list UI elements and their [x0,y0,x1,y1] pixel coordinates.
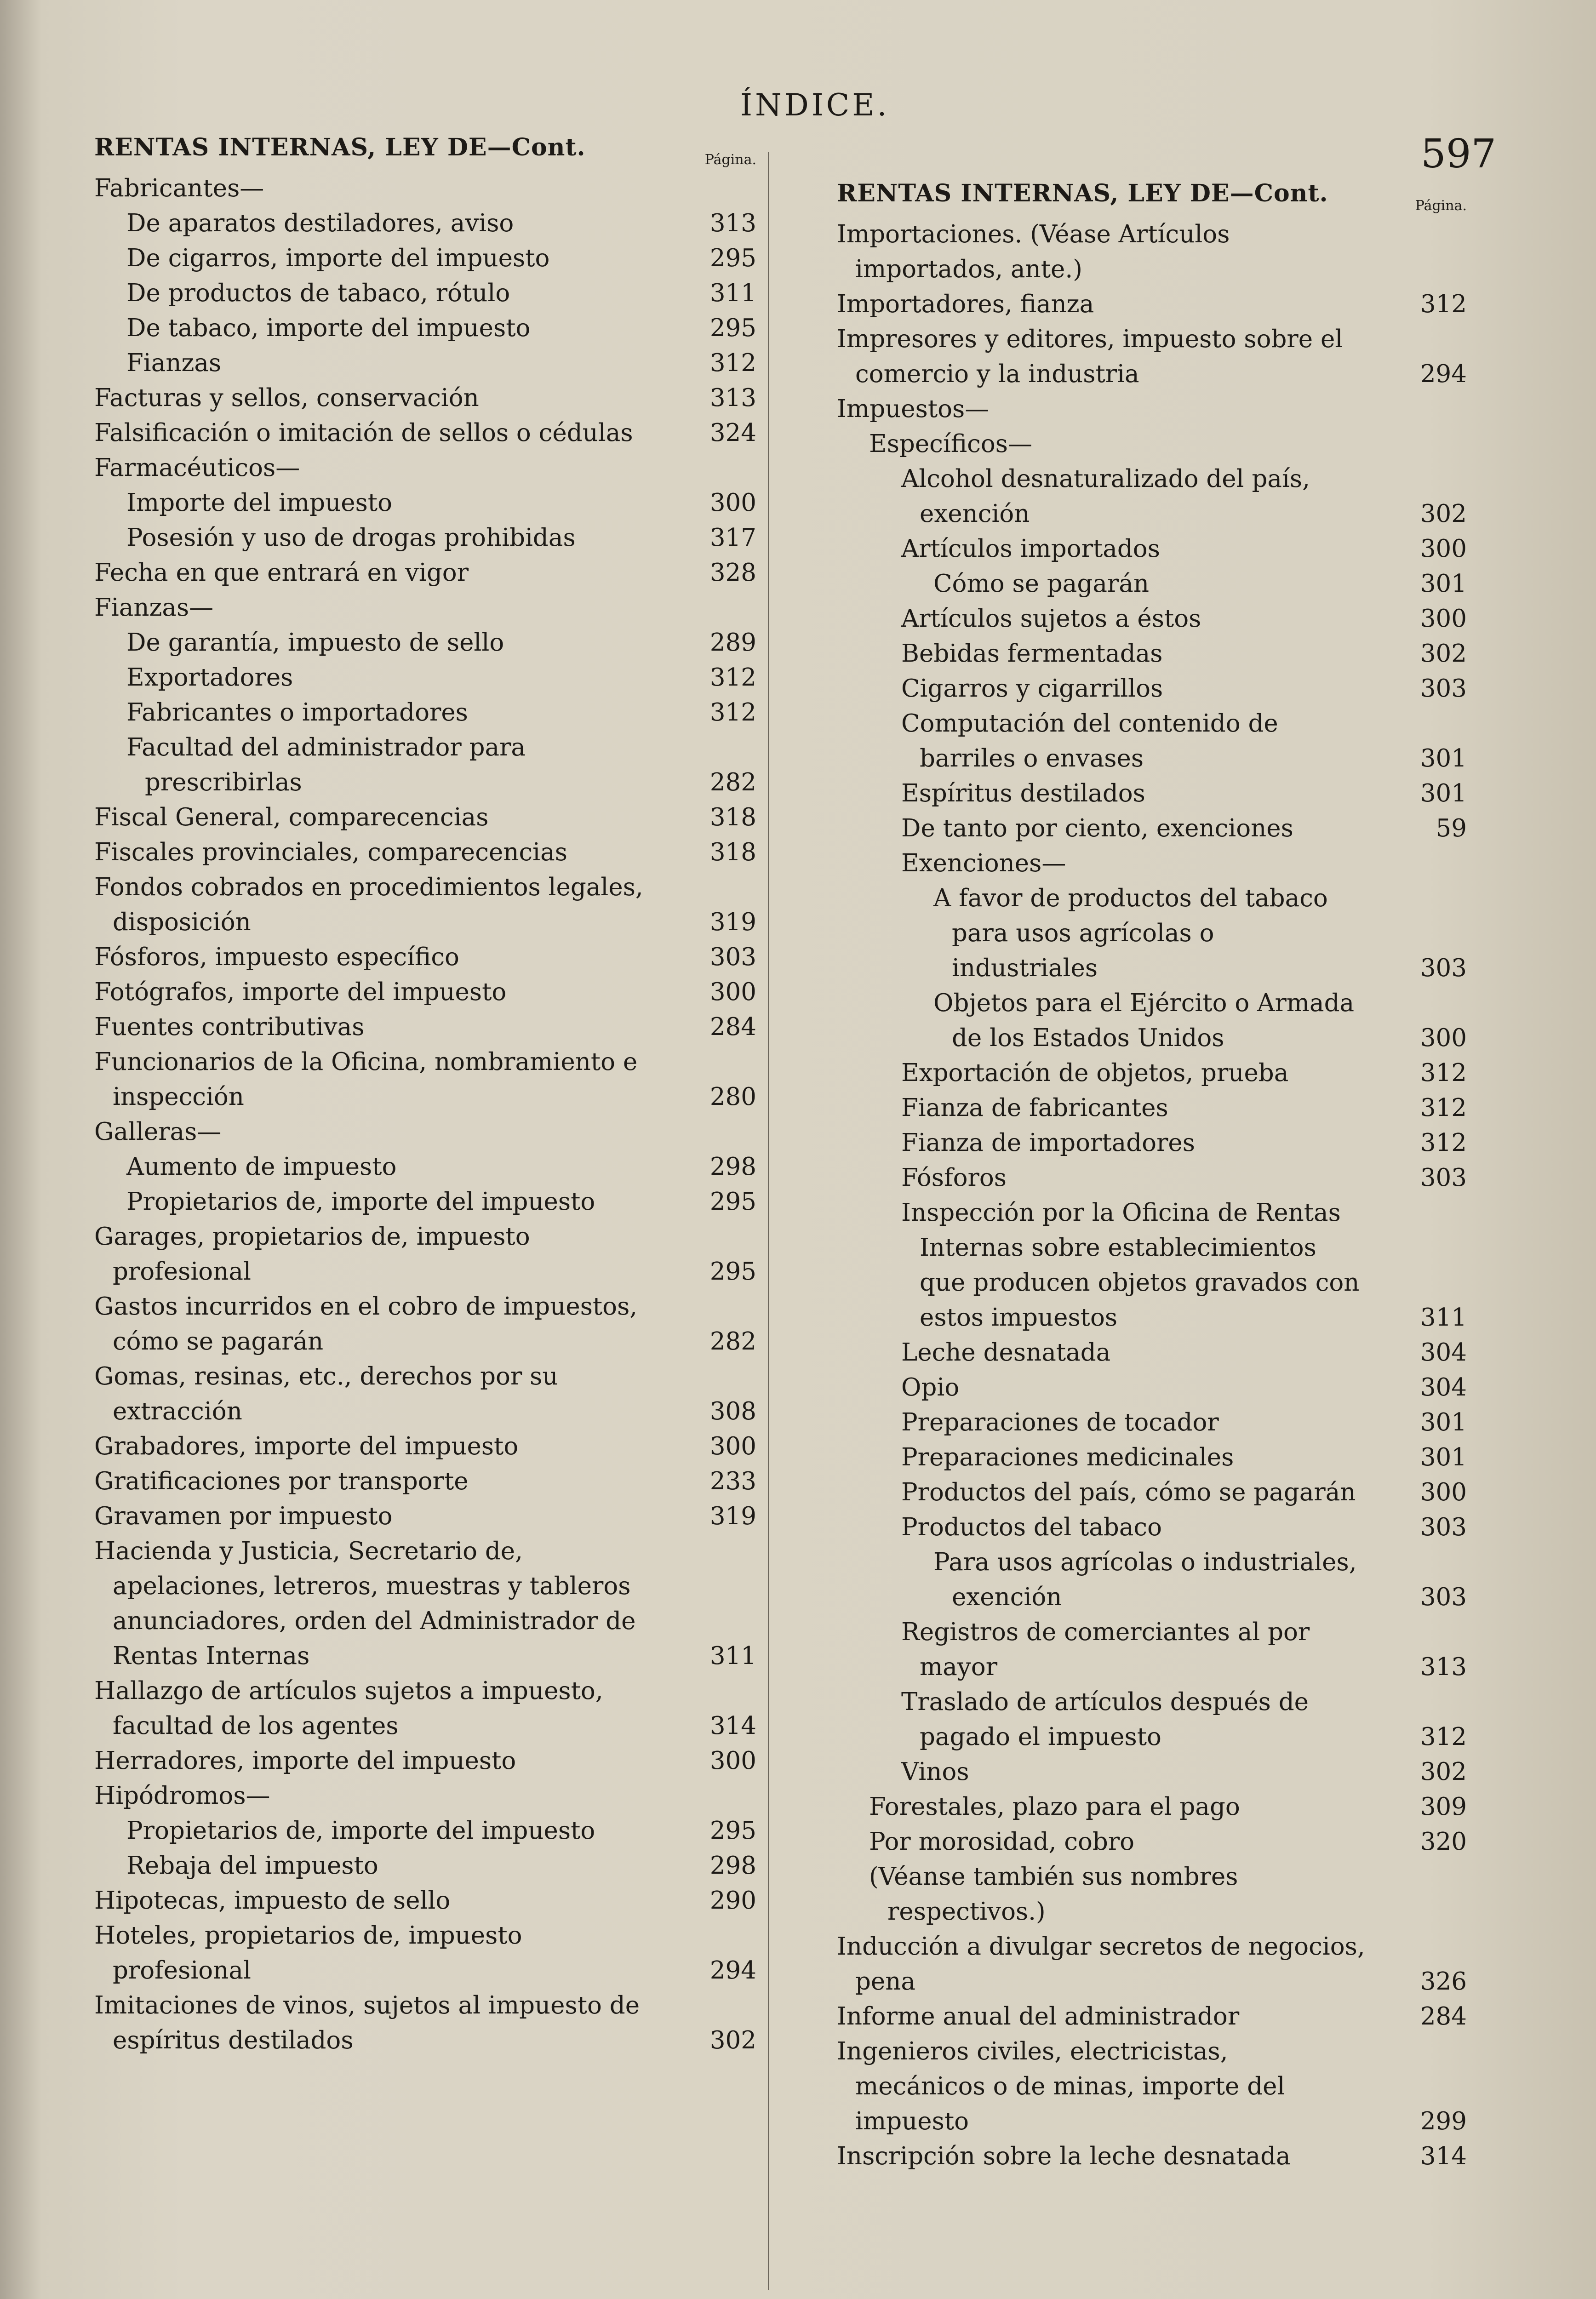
index-entry-text: Traslado de artículos después de pagado el impuesto [901,1688,1309,1751]
index-entry-text: Imitaciones de vinos, sujetos al impuesto de espíritus destilados [94,1991,640,2054]
index-entry-page: 284 [709,1013,756,1041]
index-entry-text: Preparaciones de tocador [901,1408,1219,1436]
index-entry [837,1790,1485,1824]
index-entry-page: 289 [709,629,756,657]
index-entry-page: 303 [709,943,756,971]
right-column-head [837,179,1485,217]
index-entry [94,520,775,555]
index-entry-page: 280 [709,1083,756,1111]
index-entry-text: De garantía, impuesto de sello [126,629,504,657]
index-entry-text: Gastos incurridos en el cobro de impuestos, cómo se pagarán [94,1292,638,1355]
index-entry-text: Propietarios de, importe del impuesto [126,1817,595,1845]
index-entry-page: 308 [709,1397,756,1425]
index-entry [837,1335,1485,1370]
index-entry-page: 300 [709,489,756,517]
index-entry-page: 300 [709,1747,756,1775]
index-entry [94,241,775,276]
index-entry-text: Posesión y uso de drogas prohibidas [126,524,576,552]
index-entry [837,601,1485,636]
index-entry [94,695,775,730]
index-entry-page: 299 [1420,2107,1467,2135]
right-column [837,179,1485,2174]
index-entry-page: 295 [709,1817,756,1845]
index-entry-text: Impuestos— [837,395,990,423]
index-entry [94,1464,775,1499]
index-entry-page: 282 [709,768,756,796]
index-entry [94,835,775,870]
index-entry-text: Productos del país, cómo se pagarán [901,1478,1356,1506]
index-entry-text: Galleras— [94,1118,222,1146]
index-entry-text: Para usos agrícolas o industriales, exención [933,1548,1357,1611]
index-entry-text: Cómo se pagarán [933,570,1150,598]
index-entry-text: Inscripción sobre la leche desnatada [837,2142,1291,2170]
index-entry-text: Falsificación o imitación de sellos o cédulas [94,419,633,447]
index-entry-text: Fianzas [126,349,222,377]
index-entry-text: Grabadores, importe del impuesto [94,1432,519,1460]
index-entry-text: Fianza de fabricantes [901,1094,1168,1122]
index-entry-text: Aumento de impuesto [126,1153,397,1181]
index-entry [94,1534,775,1674]
index-entry [837,1755,1485,1790]
index-entry-page: 312 [1420,1094,1467,1122]
index-entry-page: 300 [1420,535,1467,563]
index-entry-page: 300 [1420,1024,1467,1052]
index-entry [94,451,775,486]
index-entry [837,1405,1485,1440]
index-entry [837,322,1485,392]
index-entry [94,346,775,381]
index-entry-text: Forestales, plazo para el pago [869,1793,1240,1821]
index-entry-text: Objetos para el Ejército o Armada de los Estados Unidos [933,989,1355,1052]
index-entry-page: 233 [709,1467,756,1495]
index-entry-page: 312 [1420,1129,1467,1157]
index-entry-page: 312 [1420,1059,1467,1087]
index-entry-text: De productos de tabaco, rótulo [126,279,510,307]
index-entry [94,660,775,695]
index-entry-text: Gomas, resinas, etc., derechos por su extracción [94,1362,558,1425]
index-entry [94,940,775,975]
index-entry-text: (Véanse también sus nombres respectivos.) [869,1863,1238,1926]
index-entry [837,1161,1485,1195]
left-column [94,133,775,2058]
index-entry [837,2139,1485,2174]
index-entry [837,1195,1485,1335]
index-entry-page: 301 [1420,570,1467,598]
index-entry [94,1359,775,1429]
index-entry-page: 318 [709,803,756,831]
index-entry [94,1115,775,1150]
index-entry [837,1929,1485,1999]
index-entry-page: 290 [709,1887,756,1915]
index-entry [837,1440,1485,1475]
index-entry-text: Fotógrafos, importe del impuesto [94,978,507,1006]
index-entry-text: Importaciones. (Véase Artículos importados, ante.) [837,220,1230,283]
index-entry-text: Rebaja del impuesto [126,1852,378,1880]
index-entry [837,1859,1485,1929]
index-entry [837,1615,1485,1685]
index-entry-page: 318 [709,838,756,866]
index-entry-text: Alcohol desnaturalizado del país, exención [901,465,1310,528]
index-entry-text: Informe anual del administrador [837,2002,1240,2030]
index-entry-text: Garages, propietarios de, impuesto profesional [94,1223,530,1286]
index-entry-text: Gravamen por impuesto [94,1502,393,1530]
index-entry [94,730,775,800]
index-entry-page: 313 [1420,1653,1467,1681]
index-entry-page: 302 [1420,640,1467,668]
index-entry [94,1744,775,1779]
index-entry-text: Computación del contenido de barriles o envases [901,709,1278,772]
index-entry-page: 304 [1420,1373,1467,1401]
index-entry [837,881,1485,986]
index-entry-text: Fiscal General, comparecencias [94,803,489,831]
index-entry-text: Fabricantes— [94,174,264,202]
index-entry [94,311,775,346]
index-entry [837,287,1485,322]
index-entry-page: 313 [709,209,756,237]
index-entry [94,416,775,451]
index-entry [94,171,775,206]
index-entry-page: 295 [709,244,756,272]
index-entry [94,276,775,311]
index-entry-page: 300 [1420,1478,1467,1506]
index-entry-page: 319 [709,908,756,936]
index-entry-text: Fecha en que entrará en vigor [94,559,469,587]
running-header: ÍNDICE. [740,87,890,123]
index-entry-page: 317 [709,524,756,552]
index-entry [94,625,775,660]
index-entry-text: De tabaco, importe del impuesto [126,314,531,342]
index-entry-text: Fabricantes o importadores [126,698,468,726]
index-entry [94,975,775,1010]
index-entry-page: 303 [1420,675,1467,703]
index-entry-text: Fuentes contributivas [94,1013,365,1041]
index-entry-text: Inspección por la Oficina de Rentas Internas sobre establecimientos que producen objetos gravados con estos impuestos [901,1199,1360,1332]
index-entry-text: Leche desnatada [901,1338,1111,1367]
index-entry-page: 282 [709,1327,756,1355]
left-entry-list [94,171,775,2058]
index-entry [837,217,1485,287]
index-entry-text: Facultad del administrador para prescribirlas [126,733,526,796]
index-entry-text: Impresores y editores, impuesto sobre el comercio y la industria [837,325,1343,388]
right-section-heading: RENTAS INTERNAS, LEY DE—Cont. [837,179,1328,207]
index-entry-text: Fósforos, impuesto específico [94,943,459,971]
index-entry [837,671,1485,706]
index-entry [837,1824,1485,1859]
index-entry-text: Importadores, fianza [837,290,1094,318]
index-entry [94,1918,775,1988]
index-entry-page: 314 [1420,2142,1467,2170]
index-entry-text: Específicos— [869,430,1032,458]
index-entry-text: Exportadores [126,663,293,692]
index-entry-page: 303 [1420,954,1467,982]
index-entry-text: De cigarros, importe del impuesto [126,244,550,272]
index-entry-text: Fiscales provinciales, comparecencias [94,838,567,866]
index-entry-page: 313 [709,384,756,412]
index-entry-page: 295 [709,1188,756,1216]
index-entry-text: De tanto por ciento, exenciones [901,814,1293,842]
index-entry [837,776,1485,811]
page-number: 597 [1421,131,1497,177]
index-entry [837,1056,1485,1091]
index-entry [837,1475,1485,1510]
index-entry-page: 303 [1420,1164,1467,1192]
index-entry [94,590,775,625]
index-entry [837,532,1485,566]
right-pagina-label: Página. [1415,198,1467,214]
index-entry [94,1184,775,1219]
left-pagina-label: Página. [704,152,756,168]
index-entry-text: Fondos cobrados en procedimientos legales, disposición [94,873,643,936]
index-entry-page: 312 [709,698,756,726]
index-entry-page: 294 [1420,360,1467,388]
index-entry [94,1429,775,1464]
index-entry-page: 312 [709,663,756,692]
index-entry-page: 301 [1420,779,1467,807]
index-entry-page: 303 [1420,1583,1467,1611]
index-entry-text: Facturas y sellos, conservación [94,384,479,412]
index-entry-text: Artículos importados [901,535,1160,563]
index-entry-text: Fianza de importadores [901,1129,1195,1157]
index-entry-text: Propietarios de, importe del impuesto [126,1188,595,1216]
index-entry-text: Ingenieros civiles, electricistas, mecánicos o de minas, importe del impuesto [837,2037,1285,2135]
index-entry [94,1045,775,1115]
index-entry-text: Hipotecas, impuesto de sello [94,1887,451,1915]
index-entry-text: Farmacéuticos— [94,454,300,482]
index-entry-text: Hacienda y Justicia, Secretario de, apelaciones, letreros, muestras y tableros anunciadores, orden del Administrador de Rentas Internas [94,1537,636,1670]
index-entry-text: Vinos [901,1758,969,1786]
index-entry-page: 328 [709,559,756,587]
index-entry-page: 284 [1420,2002,1467,2030]
index-entry-page: 295 [709,1258,756,1286]
index-entry-page: 302 [1420,1758,1467,1786]
index-entry [837,846,1485,881]
index-entry [837,1370,1485,1405]
index-entry [837,1510,1485,1545]
index-entry [837,1999,1485,2034]
index-entry [94,1779,775,1813]
index-entry [837,1685,1485,1755]
index-entry-text: Artículos sujetos a éstos [901,605,1201,633]
index-entry-text: Exenciones— [901,849,1066,877]
index-entry-page: 303 [1420,1513,1467,1541]
index-entry [94,206,775,241]
index-entry [94,486,775,520]
index-entry [94,1150,775,1184]
index-entry [94,1848,775,1883]
index-entry-page: 320 [1420,1828,1467,1856]
index-entry-text: Gratificaciones por transporte [94,1467,469,1495]
index-entry-text: Exportación de objetos, prueba [901,1059,1289,1087]
index-entry [94,1219,775,1289]
index-entry [837,566,1485,601]
index-entry [94,1883,775,1918]
index-entry [837,462,1485,532]
index-entry-text: Inducción a divulgar secretos de negocios, pena [837,1933,1365,1996]
index-entry-page: 309 [1420,1793,1467,1821]
index-entry [837,392,1485,427]
index-entry-page: 312 [709,349,756,377]
index-entry-page: 311 [1420,1304,1467,1332]
index-entry [837,427,1485,462]
index-entry [837,2034,1485,2139]
index-entry [94,1010,775,1045]
index-entry-text: Bebidas fermentadas [901,640,1163,668]
index-entry-text: Hipódromos— [94,1782,270,1810]
index-entry-page: 300 [709,1432,756,1460]
index-entry [94,800,775,835]
index-entry [94,870,775,940]
left-section-heading: RENTAS INTERNAS, LEY DE—Cont. [94,133,586,161]
index-entry [94,1988,775,2058]
index-entry-page: 59 [1436,814,1467,842]
index-entry-text: Fianzas— [94,594,214,622]
index-entry-page: 312 [1420,290,1467,318]
index-entry-page: 301 [1420,1443,1467,1471]
index-entry [94,1674,775,1744]
index-entry [94,1813,775,1848]
index-entry [837,636,1485,671]
index-entry [837,1545,1485,1615]
index-entry [94,1289,775,1359]
index-entry-text: Espíritus destilados [901,779,1145,807]
index-entry-text: De aparatos destiladores, aviso [126,209,514,237]
index-entry-page: 302 [709,2026,756,2054]
index-entry-text: Preparaciones medicinales [901,1443,1234,1471]
index-entry-text: Fósforos [901,1164,1007,1192]
index-entry [94,1499,775,1534]
index-entry-text: Importe del impuesto [126,489,393,517]
index-entry-page: 301 [1420,1408,1467,1436]
index-entry-page: 298 [709,1852,756,1880]
index-entry-page: 298 [709,1153,756,1181]
index-entry [94,381,775,416]
index-entry [837,706,1485,776]
index-entry-page: 326 [1420,1967,1467,1996]
index-entry-page: 311 [709,1642,756,1670]
index-entry-page: 300 [709,978,756,1006]
index-entry-page: 304 [1420,1338,1467,1367]
index-entry-page: 312 [1420,1723,1467,1751]
index-entry-page: 311 [709,279,756,307]
index-entry-text: Hallazgo de artículos sujetos a impuesto, facultad de los agentes [94,1677,603,1740]
index-entry [94,555,775,590]
index-entry-page: 300 [1420,605,1467,633]
index-entry-text: Por morosidad, cobro [869,1828,1135,1856]
index-entry-text: Opio [901,1373,960,1401]
index-entry-page: 294 [709,1956,756,1984]
index-entry-page: 302 [1420,500,1467,528]
index-entry-text: Herradores, importe del impuesto [94,1747,516,1775]
index-entry-text: Cigarros y cigarrillos [901,675,1163,703]
index-entry [837,986,1485,1056]
index-entry-page: 301 [1420,744,1467,772]
index-entry-text: A favor de productos del tabaco para usos agrícolas o industriales [933,884,1328,982]
index-entry-page: 314 [709,1712,756,1740]
index-entry [837,1091,1485,1126]
index-entry [837,1126,1485,1161]
index-entry-text: Productos del tabaco [901,1513,1162,1541]
index-entry [837,811,1485,846]
right-entry-list [837,217,1485,2174]
left-column-head [94,133,775,171]
index-entry-page: 324 [709,419,756,447]
index-entry-page: 295 [709,314,756,342]
index-entry-text: Registros de comerciantes al por mayor [901,1618,1310,1681]
index-entry-text: Funcionarios de la Oficina, nombramiento e inspección [94,1048,638,1111]
index-entry-page: 319 [709,1502,756,1530]
index-entry-text: Hoteles, propietarios de, impuesto profesional [94,1922,522,1984]
